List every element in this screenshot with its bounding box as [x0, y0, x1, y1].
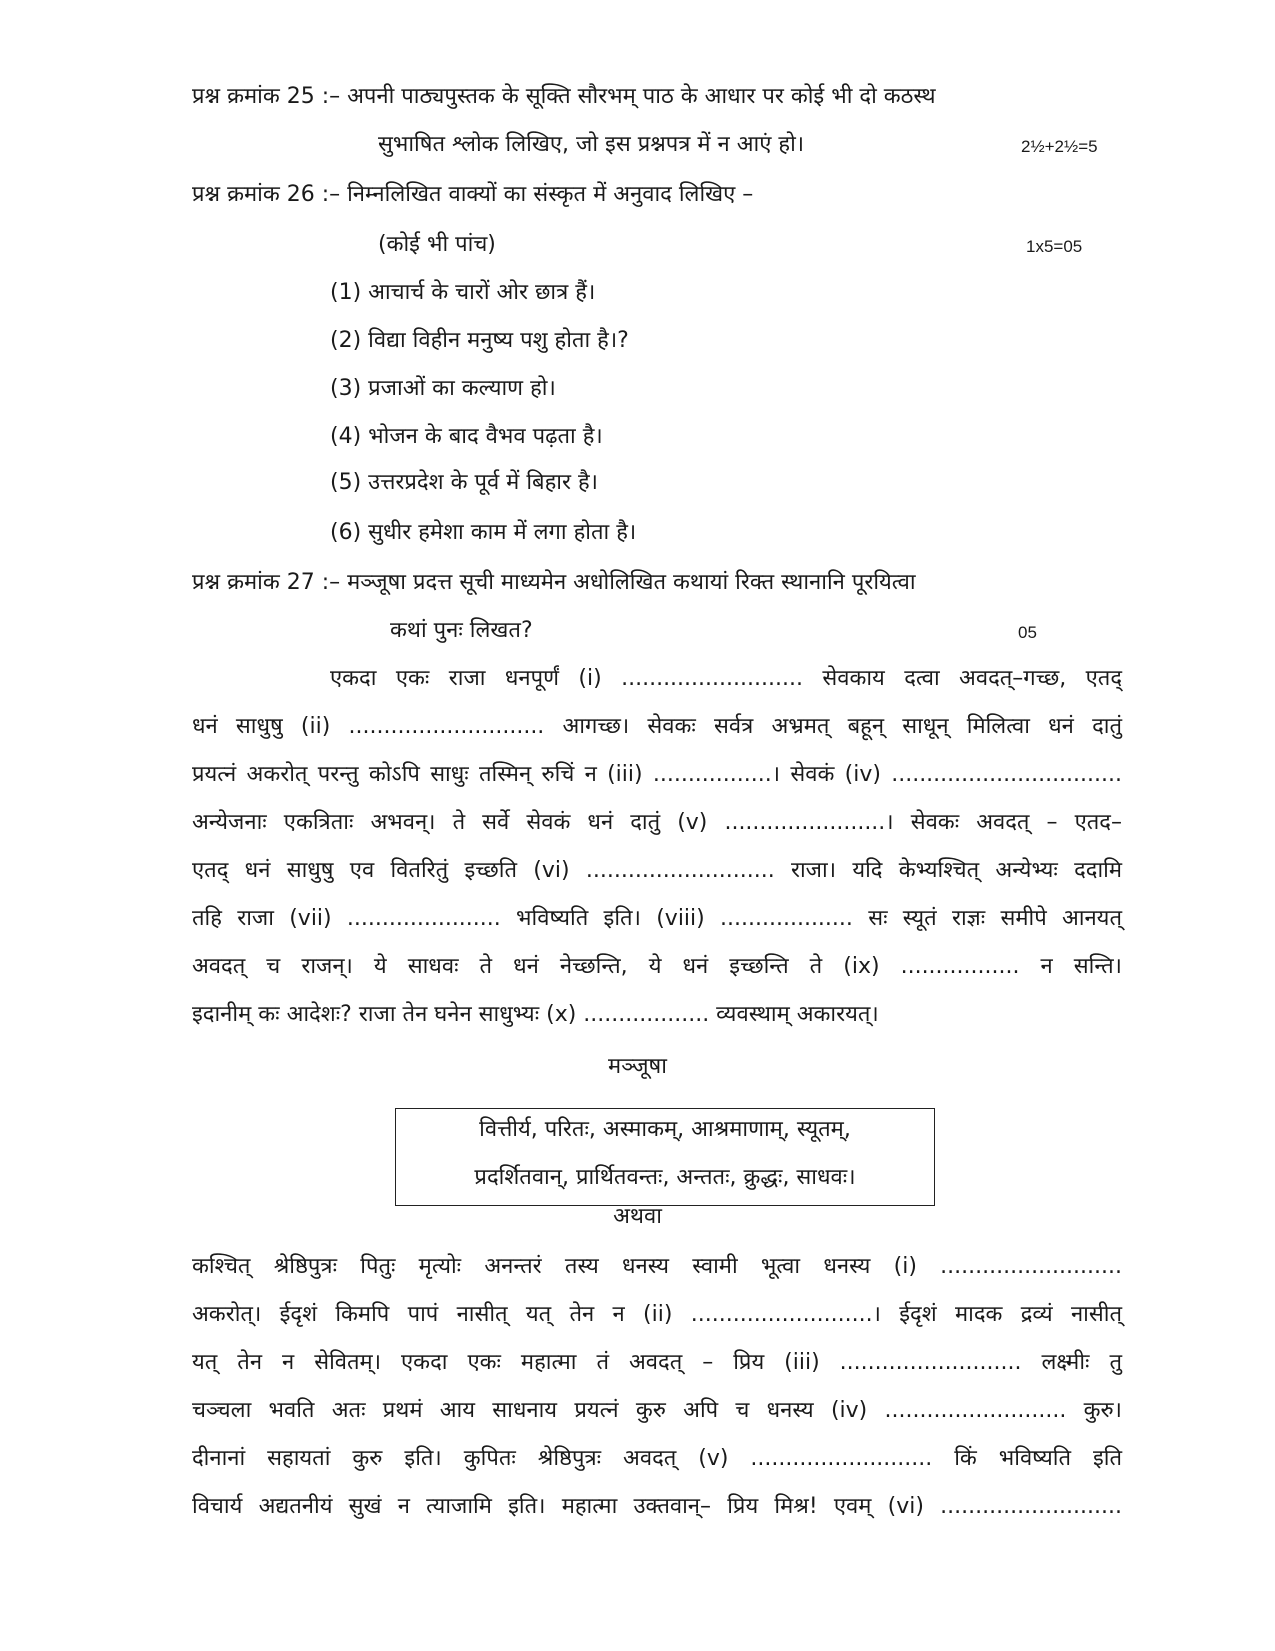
story-line-7: अवदत् च राजन्। ये साधवः ते धनं नेच्छन्ति, ये धनं इच्छन्ति ते (ix) ................. न सन्ति।: [192, 954, 1122, 979]
story-line-1: एकदा एकः राजा धनपूर्णं (i) .......................... सेवकाय दत्वा अवदत्–गच्छ, एतद्: [330, 666, 1122, 691]
q26-line2: (कोई भी पांच): [378, 232, 496, 257]
story2-line-4: चञ्चला भवति अतः प्रथमं आय साधनाय प्रयत्नं कुरु अपि च धनस्य (iv) .......................... कुरु।: [192, 1398, 1122, 1423]
story-line-3: प्रयत्नं अकरोत् परन्तु कोऽपि साधुः तस्मिन् रुचिं न (iii) .................। सेवकं (iv) .................................: [192, 762, 1122, 787]
q26-item-5: (5) उत्तरप्रदेश के पूर्व में बिहार है।: [330, 470, 598, 495]
q27-line2: कथां पुनः लिखत?: [390, 618, 533, 643]
story2-line-5: दीनानां सहायतां कुरु इति। कुपितः श्रेष्ठिपुत्रः अवदत् (v) .......................... किं भविष्यति इति: [192, 1446, 1122, 1471]
q26-item-6: (6) सुधीर हमेशा काम में लगा होता है।: [330, 520, 637, 545]
athava-label: अथवा: [613, 1204, 662, 1229]
manjusha-title: मञ्जूषा: [608, 1054, 667, 1079]
q26-item-2: (2) विद्या विहीन मनुष्य पशु होता है।?: [330, 328, 629, 353]
story2-line-2: अकरोत्। ईदृशं किमपि पापं नासीत् यत् तेन न (ii) ..........................। ईदृशं मादक द्रव्यं नासीत्: [192, 1302, 1122, 1327]
story-line-4: अन्येजनाः एकत्रिताः अभवन्। ते सर्वे सेवकं धनं दातुं (v) .......................। सेवकः अवदत् – एतद–: [192, 810, 1122, 835]
q25-line2: सुभाषित श्लोक लिखिए, जो इस प्रश्नपत्र में न आएं हो।: [378, 132, 805, 157]
story-line-5: एतद् धनं साधुषु एव वितरितुं इच्छति (vi) ........................... राजा। यदि केभ्यश्चित् अन्येभ्यः ददामि: [192, 858, 1122, 883]
q26-line1: प्रश्न क्रमांक 26 :– निम्नलिखित वाक्यों का संस्कृत में अनुवाद लिखिए –: [192, 182, 754, 207]
story-line-6: तहि राजा (vii) ...................... भविष्यति इति। (viii) ................... सः स्यूतं राज्ञः समीपे आनयत्: [192, 906, 1122, 931]
q27-line1: प्रश्न क्रमांक 27 :– मञ्जूषा प्रदत्त सूची माध्यमेन अधोलिखित कथायां रिक्त स्थानानि पूरयित्वा: [192, 570, 916, 595]
q25-line1: प्रश्न क्रमांक 25 :– अपनी पाठ्यपुस्तक के सूक्ति सौरभम् पाठ के आधार पर कोई भी दो कठस्थ: [192, 84, 936, 109]
story-line-2: धनं साधुषु (ii) ............................ आगच्छ। सेवकः सर्वत्र अभ्रमत् बहून् साधून् मिलित्वा धनं दातुं: [192, 714, 1122, 739]
q26-marks: 1x5=05: [1026, 237, 1083, 256]
story-line-8: इदानीम् कः आदेशः? राजा तेन घनेन साधुभ्यः (x) .................. व्यवस्थाम् अकारयत्।: [192, 1002, 879, 1027]
manjusha-line-1: वित्तीर्य, परितः, अस्माकम्, आश्रमाणाम्, स्यूतम्,: [479, 1117, 851, 1142]
story2-line-1: कश्चित् श्रेष्ठिपुत्रः पितुः मृत्योः अनन्तरं तस्य धनस्य स्वामी भूत्वा धनस्य (i) ..........................: [192, 1254, 1122, 1279]
q25-marks: 2½+2½=5: [1021, 137, 1098, 156]
story2-line-6: विचार्य अद्यतनीयं सुखं न त्याजामि इति। महात्मा उक्तवान्– प्रिय मिश्र! एवम् (vi) ..........................: [192, 1494, 1122, 1519]
manjusha-line-2: प्रदर्शितवान्, प्रार्थितवन्तः, अन्ततः, क्रुद्धः, साधवः।: [474, 1165, 856, 1190]
q26-item-3: (3) प्रजाओं का कल्याण हो।: [330, 376, 556, 401]
q27-marks: 05: [1018, 623, 1037, 642]
q26-item-1: (1) आचार्च के चारों ओर छात्र हैं।: [330, 280, 596, 305]
q26-item-4: (4) भोजन के बाद वैभव पढ़ता है।: [330, 424, 603, 449]
manjusha-box: [395, 1108, 935, 1206]
story2-line-3: यत् तेन न सेवितम्। एकदा एकः महात्मा तं अवदत् – प्रिय (iii) .......................... लक्ष्मीः तु: [192, 1350, 1122, 1375]
